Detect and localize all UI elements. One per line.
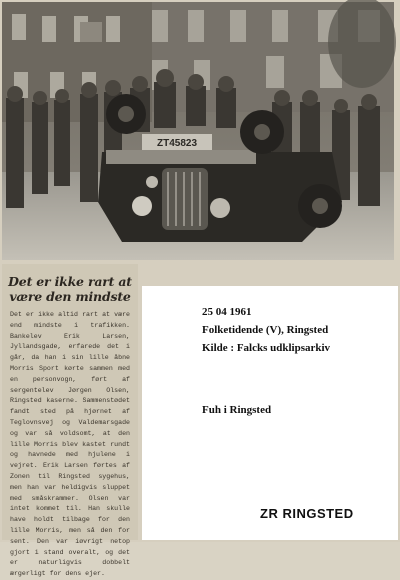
newspaper-source: Folketidende (V), Ringsted (202, 324, 329, 336)
license-plate: ZT45823 (156, 138, 198, 149)
clipping-date: 25 04 1961 (202, 306, 252, 318)
article-body: Det er ikke altid rart at være end mindste i trafikken. Bankelev Erik Larsen, Jyllandsgade, erfarede det i går, da han i sin lille åbne Morris Sport kørte sammen med en personvogn, ført af sergentelev Jørgen Olsen, Ringsted kaserne. Sammenstødet fandt sted på hjørnet af Teglovnsvej og Valdemarsgade og var så voldsomt, at den lille Morris blev kastet rundt og havnede med hjulene i vejret. Erik Larsen førtes af Zonen til Ringsted sygehus, men han var heldigvis sluppet med småskrammer. Olsen var intet kommet til. Han skulle have holdt tilbage for den lille Morris, men så den for sent. Den var iøvrigt netop gjort i stand overalt, og det er naturligvis dobbelt ærgerligt for dens ejer. (10, 311, 130, 578)
accident-scene-image (2, 2, 394, 260)
archive-source: Kilde : Falcks udklipsarkiv (202, 342, 331, 354)
article-headline: Det er ikke rart at være den mindste (8, 274, 132, 304)
newspaper-article (2, 264, 138, 578)
archive-info-card (142, 286, 398, 540)
newspaper-photo (2, 2, 394, 260)
event-title: Fuh i Ringsted (202, 404, 272, 416)
station-label: ZR RINGSTED (260, 506, 354, 521)
